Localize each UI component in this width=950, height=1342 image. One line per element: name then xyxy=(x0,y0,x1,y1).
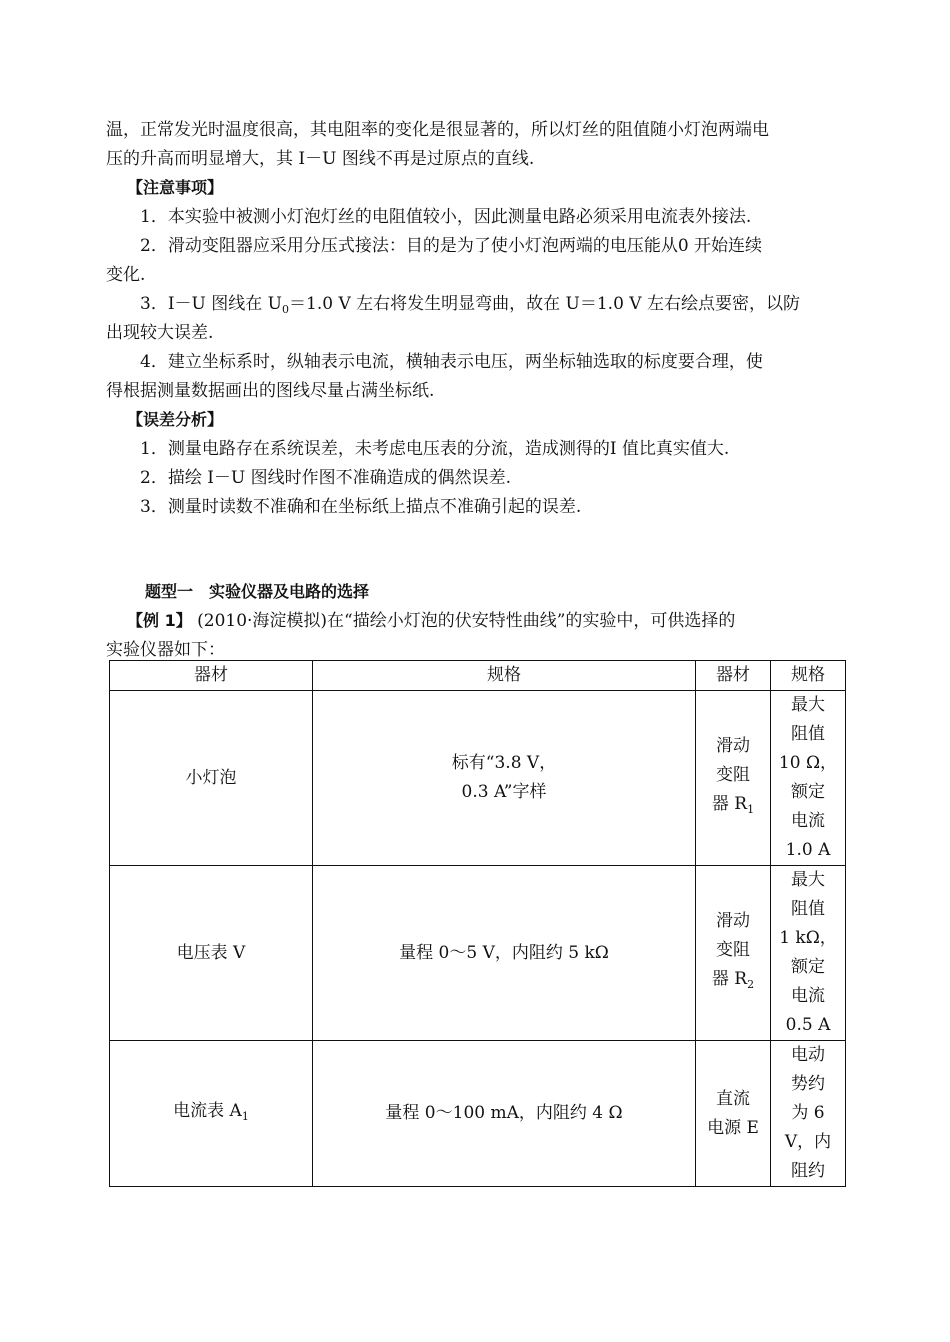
item-cell: 滑动 变阻 器 $R_2$ xyxy=(696,866,771,1041)
example-intro: 【例 1】 (2010·海淀模拟)在“描绘小灯泡的伏安特性曲线”的实验中，可供选择的 xyxy=(127,611,736,631)
error-item-1: 1．测量电路存在系统误差，未考虑电压表的分流，造成测得的I 值比真实值大. xyxy=(140,439,730,459)
note-item-3-cont: 出现较大误差. xyxy=(106,323,214,343)
header-cell: 规格 xyxy=(771,661,846,691)
note-item-2-cont: 变化. xyxy=(106,265,146,285)
item-cell: 小灯泡 xyxy=(110,691,313,866)
note-item-4: 4．建立坐标系时，纵轴表示电流，横轴表示电压，两坐标轴选取的标度要合理，使 xyxy=(140,352,763,372)
spec-cell: 最大 阻值 1 kΩ， 额定 电流 0.5 A xyxy=(771,866,846,1041)
header-cell: 器材 xyxy=(696,661,771,691)
spec-cell: 量程 0～100 mA，内阻约 4 Ω xyxy=(313,1041,696,1187)
spec-cell: 标有“3.8 V， 0.3 A”字样 xyxy=(313,691,696,866)
item-cell: 电流表 $A_1$ xyxy=(110,1041,313,1187)
note-item-2: 2．滑动变阻器应采用分压式接法：目的是为了使小灯泡两端的电压能从0 开始连续 xyxy=(140,236,763,256)
item-cell: 滑动 变阻 器 $R_1$ xyxy=(696,691,771,866)
table-row xyxy=(110,1041,846,1187)
spec-cell: 最大 阻值 10 Ω， 额定 电流 1.0 A xyxy=(771,691,846,866)
spec-cell: 电动 势约 为 6 V，内 阻约 xyxy=(771,1041,846,1187)
header-cell: 规格 xyxy=(313,661,696,691)
note-item-1: 1．本实验中被测小灯泡灯丝的电阻值较小，因此测量电路必须采用电流表外接法. xyxy=(140,207,752,227)
error-item-3: 3．测量时读数不准确和在坐标纸上描点不准确引起的误差. xyxy=(140,497,582,517)
note-item-4-cont: 得根据测量数据画出的图线尽量占满坐标纸. xyxy=(106,381,435,401)
note-item-3: 3．I－U 图线在 $U_0=1.0$ V 左右将发生明显弯曲，故在 U＝1.0 V 左右绘点要密，以防 xyxy=(140,294,800,316)
table-row xyxy=(110,866,846,1041)
table-header-row xyxy=(110,661,846,691)
item-cell: 直流 电源 E xyxy=(696,1041,771,1187)
error-heading: 【误差分析】 xyxy=(127,410,224,429)
equipment-table xyxy=(109,660,846,1187)
error-item-2: 2．描绘 I－U 图线时作图不准确造成的偶然误差. xyxy=(140,468,512,488)
paragraph-line: 压的升高而明显增大，其 I－U 图线不再是过原点的直线. xyxy=(106,149,535,169)
spec-cell: 量程 0～5 V，内阻约 5 kΩ xyxy=(313,866,696,1041)
paragraph-line: 温，正常发光时温度很高，其电阻率的变化是很显著的，所以灯丝的阻值随小灯泡两端电 xyxy=(106,120,769,140)
example-intro-cont: 实验仪器如下： xyxy=(106,640,225,660)
example-label: 【例 1】 xyxy=(127,611,192,630)
notes-heading: 【注意事项】 xyxy=(127,178,224,197)
table-row xyxy=(110,691,846,866)
section-title: 题型一 实验仪器及电路的选择 xyxy=(145,582,370,601)
item-cell: 电压表 V xyxy=(110,866,313,1041)
header-cell: 器材 xyxy=(110,661,313,691)
